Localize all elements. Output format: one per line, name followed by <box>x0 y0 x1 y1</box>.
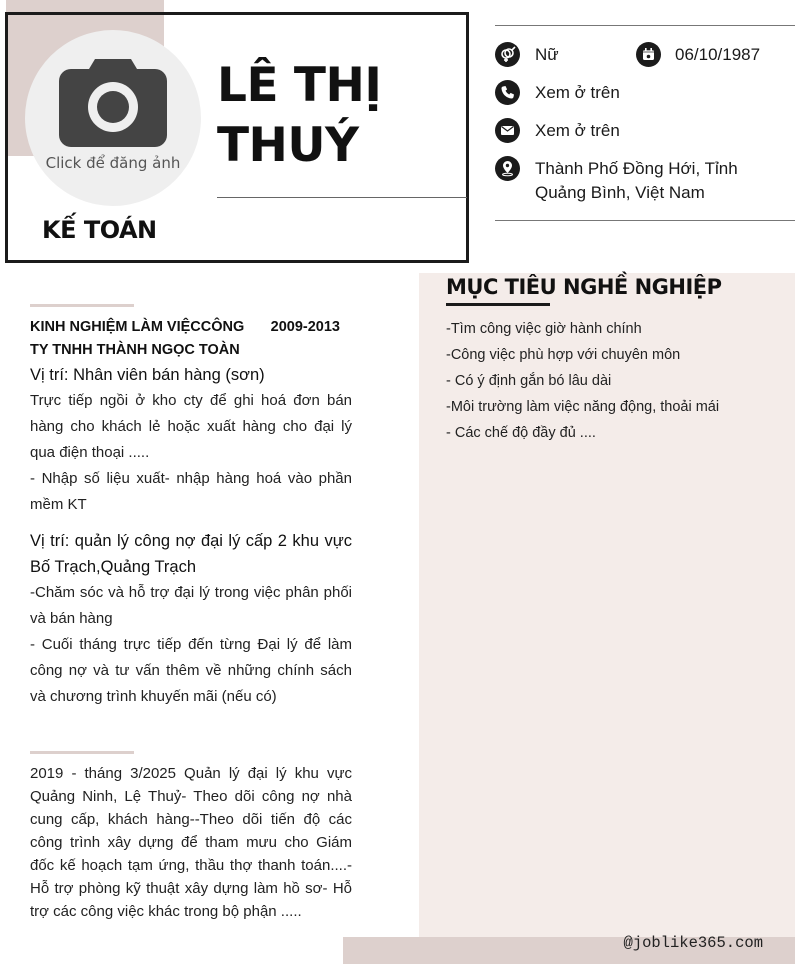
experience-block-2 <box>30 528 352 710</box>
address-line-1: Thành Phố Đồng Hới, Tỉnh <box>535 159 738 178</box>
experience-heading <box>30 316 352 362</box>
position-description: Trực tiếp ngồi ở kho cty để ghi hoá đơn bán hàng cho khách lẻ hoặc xuất hàng cho đại lý qua điện thoại ..... <box>30 392 352 461</box>
gender-icon <box>495 42 520 67</box>
experience-years: 2009-2013 <box>270 319 340 335</box>
phone-value: Xem ở trên <box>535 83 620 102</box>
goal-item: - Các chế độ đầy đủ .... <box>446 425 596 441</box>
avatar-label: Click để đăng ảnh <box>45 154 181 172</box>
title-underline <box>446 303 550 306</box>
name-line-1: LÊ THỊ <box>217 58 382 113</box>
goal-item: -Công việc phù hợp với chuyên môn <box>446 347 681 363</box>
experience-block-1 <box>30 362 352 518</box>
experience-heading-line-1: KINH NGHIỆM LÀM VIỆCCÔNG <box>30 319 245 335</box>
position-description: - Nhập số liệu xuất- nhập hàng hoá vào phần mềm KT <box>30 470 352 513</box>
goal-item: -Môi trường làm việc năng động, thoải mái <box>446 399 720 415</box>
section-accent-bar <box>30 751 134 754</box>
footer-brand: @joblike365.com <box>623 934 763 952</box>
calendar-icon <box>636 42 661 67</box>
position-description: - Cuối tháng trực tiếp đến từng Đại lý để làm công nợ và tư vấn thêm về những chính sách và chương trình khuyến mãi (nếu có) <box>30 636 352 705</box>
location-icon <box>495 156 520 181</box>
goal-item: -Tìm công việc giờ hành chính <box>446 321 642 337</box>
camera-icon <box>59 55 167 147</box>
experience-heading-line-2: TY TNHH THÀNH NGỌC TOÀN <box>30 342 240 358</box>
divider <box>495 220 795 221</box>
email-value: Xem ở trên <box>535 121 620 140</box>
divider <box>217 197 467 198</box>
career-goals-list <box>446 316 786 446</box>
address-value <box>535 157 785 205</box>
candidate-name <box>217 56 457 176</box>
section-accent-bar <box>30 304 134 307</box>
position-title: Vị trí: quản lý công nợ đại lý cấp 2 khu vực Bố Trạch,Quảng Trạch <box>30 532 352 576</box>
phone-icon <box>495 80 520 105</box>
avatar-upload[interactable] <box>25 30 201 206</box>
address-line-2: Quảng Bình, Việt Nam <box>535 183 705 202</box>
position-description: -Chăm sóc và hỗ trợ đại lý trong việc phân phối và bán hàng <box>30 584 352 627</box>
divider <box>495 25 795 26</box>
job-title: KẾ TOÁN <box>42 216 157 244</box>
email-icon <box>495 118 520 143</box>
name-line-2: THUÝ <box>217 118 359 173</box>
position-title: Vị trí: Nhân viên bán hàng (sơn) <box>30 366 265 384</box>
recent-experience: 2019 - tháng 3/2025 Quản lý đại lý khu vực Quảng Ninh, Lệ Thuỷ- Theo dõi công nợ nhà cung cấp, khách hàng--Theo dõi tiến độ các công trình xây dựng để tham mưu cho Giám đốc kế hoạch tạm ứng, thầu thợ thanh toán....- Hỗ trợ phòng kỹ thuật xây dựng làm hồ sơ- Hỗ trợ các công việc khác trong bộ phận ..... <box>30 765 352 920</box>
goal-item: - Có ý định gắn bó lâu dài <box>446 373 612 389</box>
birthdate-value: 06/10/1987 <box>675 45 761 64</box>
gender-value: Nữ <box>535 45 559 64</box>
career-goals-title: MỤC TIÊU NGHỀ NGHIỆP <box>446 275 722 299</box>
